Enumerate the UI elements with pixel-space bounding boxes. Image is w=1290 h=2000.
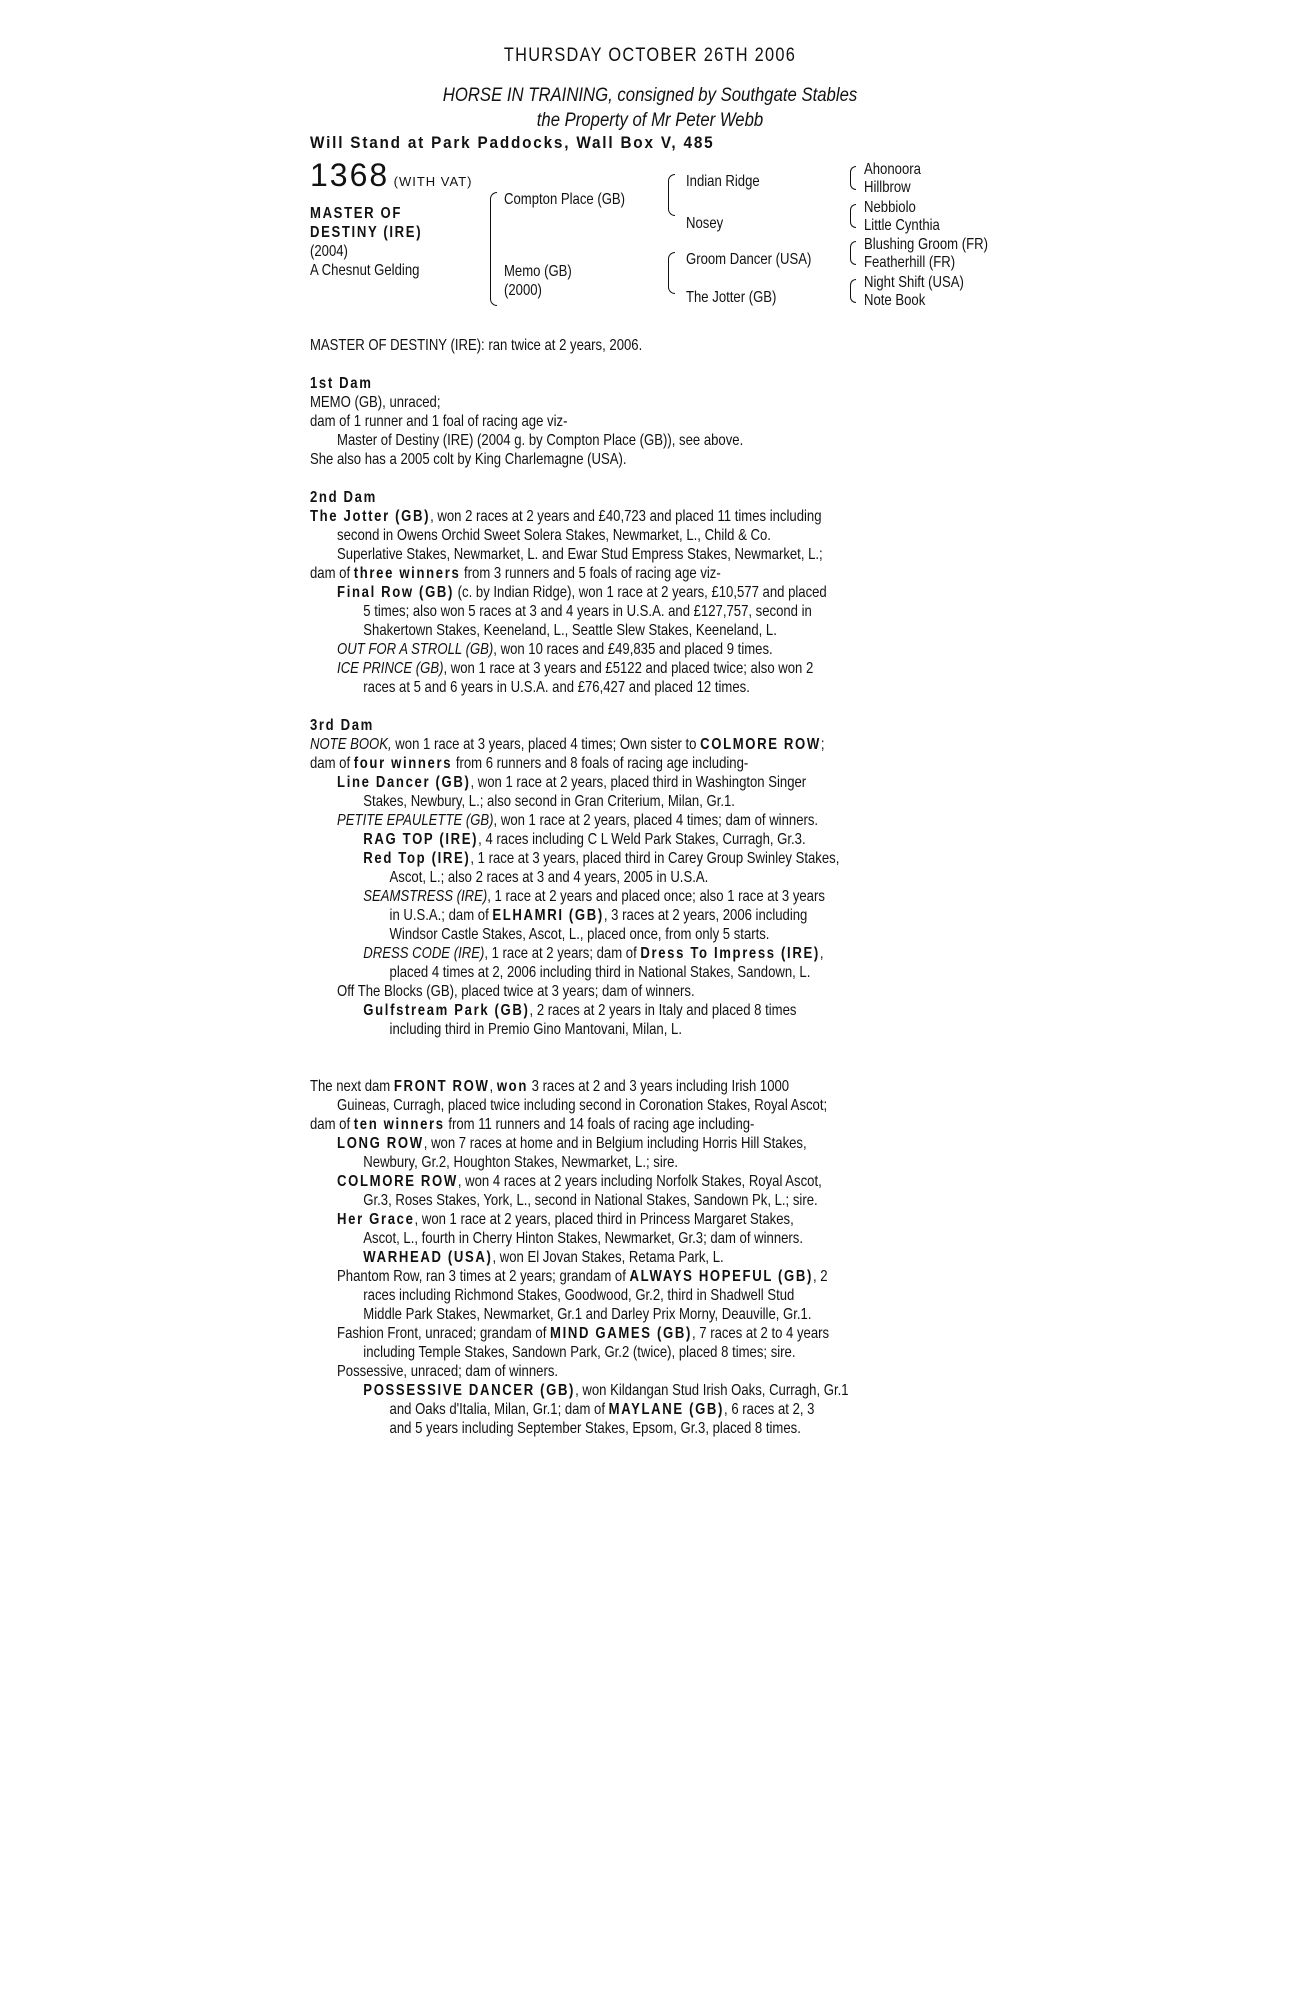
gulfstream-park-line-1: Gulfstream Park (GB), 2 races at 2 years in Italy and placed 8 times xyxy=(363,1002,797,1019)
ped-g3-hillbrow: Hillbrow xyxy=(864,179,911,196)
possessive-dancer-line-2: and Oaks d'Italia, Milan, Gr.1; dam of MAYLANE (GB), 6 races at 2, 3 xyxy=(389,1401,815,1418)
final-row-name: Final Row (GB) xyxy=(337,584,455,601)
out-for-a-stroll-line: OUT FOR A STROLL (GB), won 10 races and £49,835 and placed 9 times. xyxy=(337,641,773,658)
fashion-front-line-1: Fashion Front, unraced; grandam of MIND GAMES (GB), 7 races at 2 to 4 years xyxy=(337,1325,830,1342)
second-dam-heading: 2nd Dam xyxy=(310,489,377,506)
second-dam-line-4: dam of three winners from 3 runners and 5 foals of racing age viz- xyxy=(310,565,721,582)
sire-sire: Indian Ridge xyxy=(686,173,760,190)
sire-dam: Nosey xyxy=(686,215,724,232)
first-dam-line-3: Master of Destiny (IRE) (2004 g. by Compton Place (GB)), see above. xyxy=(337,432,744,449)
lot-number: 1368 xyxy=(310,157,390,193)
ice-prince-line-1: ICE PRINCE (GB), won 1 race at 3 years and £5122 and placed twice; also won 2 xyxy=(337,660,814,677)
possessive-line: Possessive, unraced; dam of winners. xyxy=(337,1363,559,1380)
possessive-dancer-line-3: and 5 years including September Stakes, Epsom, Gr.3, placed 8 times. xyxy=(389,1420,801,1437)
first-dam-line-2: dam of 1 runner and 1 foal of racing age viz- xyxy=(310,413,568,430)
phantom-row-line-3: Middle Park Stakes, Newmarket, Gr.1 and Darley Prix Morny, Deauville, Gr.1. xyxy=(363,1306,812,1323)
phantom-row-line-2: races including Richmond Stakes, Goodwood, Gr.2, third in Shadwell Stud xyxy=(363,1287,795,1304)
ped-g3-nebbiolo: Nebbiolo xyxy=(864,199,916,216)
final-row-line-1: Final Row (GB) (c. by Indian Ridge), won 1 race at 2 years, £10,577 and placed xyxy=(337,584,827,601)
dam: Memo (GB) xyxy=(504,263,572,280)
warhead-line: WARHEAD (USA), won El Jovan Stakes, Retama Park, L. xyxy=(363,1249,724,1266)
seamstress-line-2: in U.S.A.; dam of ELHAMRI (GB), 3 races at 2 years, 2006 including xyxy=(389,907,808,924)
note-book-line: NOTE BOOK, won 1 race at 3 years, placed 4 times; Own sister to COLMORE ROW; xyxy=(310,736,825,753)
third-dam-heading: 3rd Dam xyxy=(310,717,374,734)
line-dancer-line-1: Line Dancer (GB), won 1 race at 2 years, placed third in Washington Singer xyxy=(337,774,807,791)
pedigree-block xyxy=(310,157,990,336)
ped-g3-night-shift: Night Shift (USA) xyxy=(864,274,964,291)
pedigree-brace-dam xyxy=(668,252,675,294)
petite-epaulette-line: PETITE EPAULETTE (GB), won 1 race at 2 years, placed 4 times; dam of winners. xyxy=(337,812,819,829)
next-dam-line-3: dam of ten winners from 11 runners and 14 foals of racing age including- xyxy=(310,1116,755,1133)
fashion-front-line-2: including Temple Stakes, Sandown Park, Gr.2 (twice), placed 8 times; sire. xyxy=(363,1344,796,1361)
phantom-row-line-1: Phantom Row, ran 3 times at 2 years; grandam of ALWAYS HOPEFUL (GB), 2 xyxy=(337,1268,828,1285)
ped-g3-featherhill: Featherhill (FR) xyxy=(864,254,956,271)
horse-name-2: DESTINY (IRE) xyxy=(310,224,423,241)
property-line: the Property of Mr Peter Webb xyxy=(536,110,764,131)
her-grace-line-1: Her Grace, won 1 race at 2 years, placed third in Princess Margaret Stakes, xyxy=(337,1211,794,1228)
pedigree-brace-g3-2 xyxy=(850,204,856,228)
second-dam-line-3: Superlative Stakes, Newmarket, L. and Ewar Stud Empress Stakes, Newmarket, L.; xyxy=(337,546,823,563)
first-dam-line-4: She also has a 2005 colt by King Charlemagne (USA). xyxy=(310,451,627,468)
possessive-dancer-line-1: POSSESSIVE DANCER (GB), won Kildangan Stud Irish Oaks, Curragh, Gr.1 xyxy=(363,1382,849,1399)
catalogue-body xyxy=(310,336,991,1438)
pedigree-brace-sire xyxy=(668,174,675,216)
off-the-blocks-line: Off The Blocks (GB), placed twice at 3 years; dam of winners. xyxy=(337,983,695,1000)
ped-g3-ahonoora: Ahonoora xyxy=(864,161,921,178)
second-dam-line-2: second in Owens Orchid Sweet Solera Stakes, Newmarket, L., Child & Co. xyxy=(337,527,771,544)
foaling-year: (2004) xyxy=(310,243,348,260)
long-row-line-1: LONG ROW, won 7 races at home and in Belgium including Horris Hill Stakes, xyxy=(337,1135,807,1152)
first-dam-heading: 1st Dam xyxy=(310,375,373,392)
seamstress-line-3: Windsor Castle Stakes, Ascot, L., placed once, from only 5 starts. xyxy=(389,926,770,943)
horse-name-1: MASTER OF xyxy=(310,205,403,222)
pedigree-brace-g3-4 xyxy=(850,279,856,303)
second-dam-line-1: The Jotter (GB), won 2 races at 2 years and £40,723 and placed 11 times including xyxy=(310,508,822,525)
ped-g3-note-book: Note Book xyxy=(864,292,926,309)
red-top-line-1: Red Top (IRE), 1 race at 3 years, placed third in Carey Group Swinley Stakes, xyxy=(363,850,840,867)
final-row-line-3: Shakertown Stakes, Keeneland, L., Seattle Slew Stakes, Keeneland, L. xyxy=(363,622,777,639)
horse-description: A Chesnut Gelding xyxy=(310,262,420,279)
ped-g3-blushing-groom: Blushing Groom (FR) xyxy=(864,236,988,253)
stabling-line: Will Stand at Park Paddocks, Wall Box V, 485 xyxy=(310,133,715,152)
red-top-line-2: Ascot, L.; also 2 races at 3 and 4 years, 2005 in U.S.A. xyxy=(389,869,709,886)
next-dam-line-2: Guineas, Curragh, placed twice including second in Coronation Stakes, Royal Ascot; xyxy=(337,1097,828,1114)
dam-sire: Groom Dancer (USA) xyxy=(686,251,812,268)
the-jotter-name: The Jotter (GB) xyxy=(310,508,431,525)
third-dam-line-2: dam of four winners from 6 runners and 8 foals of racing age including- xyxy=(310,755,749,772)
first-dam-line-1: MEMO (GB), unraced; xyxy=(310,394,441,411)
catalogue-page xyxy=(310,46,990,1438)
ice-prince-line-2: races at 5 and 6 years in U.S.A. and £76,427 and placed 12 times. xyxy=(363,679,750,696)
sale-date: THURSDAY OCTOBER 26TH 2006 xyxy=(503,45,797,66)
consignment-line: HORSE IN TRAINING, consigned by Southgate Stables xyxy=(442,85,858,106)
pedigree-brace-g3-1 xyxy=(850,166,856,190)
dam-dam: The Jotter (GB) xyxy=(686,289,777,306)
dress-code-line-1: DRESS CODE (IRE), 1 race at 2 years; dam of Dress To Impress (IRE), xyxy=(363,945,824,962)
ped-g3-little-cynthia: Little Cynthia xyxy=(864,217,940,234)
vat-label: (WITH VAT) xyxy=(393,174,473,189)
intro-line: MASTER OF DESTINY (IRE): ran twice at 2 years, 2006. xyxy=(310,337,643,354)
rag-top-line: RAG TOP (IRE), 4 races including C L Weld Park Stakes, Curragh, Gr.3. xyxy=(363,831,806,848)
pedigree-brace-main xyxy=(490,192,497,306)
sire: Compton Place (GB) xyxy=(504,191,626,208)
colmore-row-line-1: COLMORE ROW, won 4 races at 2 years including Norfolk Stakes, Royal Ascot, xyxy=(337,1173,822,1190)
dam-year: (2000) xyxy=(504,282,542,299)
her-grace-line-2: Ascot, L., fourth in Cherry Hinton Stakes, Newmarket, Gr.3; dam of winners. xyxy=(363,1230,803,1247)
seamstress-line-1: SEAMSTRESS (IRE), 1 race at 2 years and placed once; also 1 race at 3 years xyxy=(363,888,825,905)
lot-number-line xyxy=(310,157,473,193)
colmore-row-line-2: Gr.3, Roses Stakes, York, L., second in National Stakes, Sandown Pk, L.; sire. xyxy=(363,1192,818,1209)
gulfstream-park-line-2: including third in Premio Gino Mantovani, Milan, L. xyxy=(389,1021,682,1038)
pedigree-brace-g3-3 xyxy=(850,241,856,265)
long-row-line-2: Newbury, Gr.2, Houghton Stakes, Newmarket, L.; sire. xyxy=(363,1154,679,1171)
next-dam-line-1: The next dam FRONT ROW, won 3 races at 2 and 3 years including Irish 1000 xyxy=(310,1078,790,1095)
dress-code-line-2: placed 4 times at 2, 2006 including third in National Stakes, Sandown, L. xyxy=(389,964,811,981)
final-row-line-2: 5 times; also won 5 races at 3 and 4 years in U.S.A. and £127,757, second in xyxy=(363,603,812,620)
line-dancer-line-2: Stakes, Newbury, L.; also second in Gran Criterium, Milan, Gr.1. xyxy=(363,793,735,810)
